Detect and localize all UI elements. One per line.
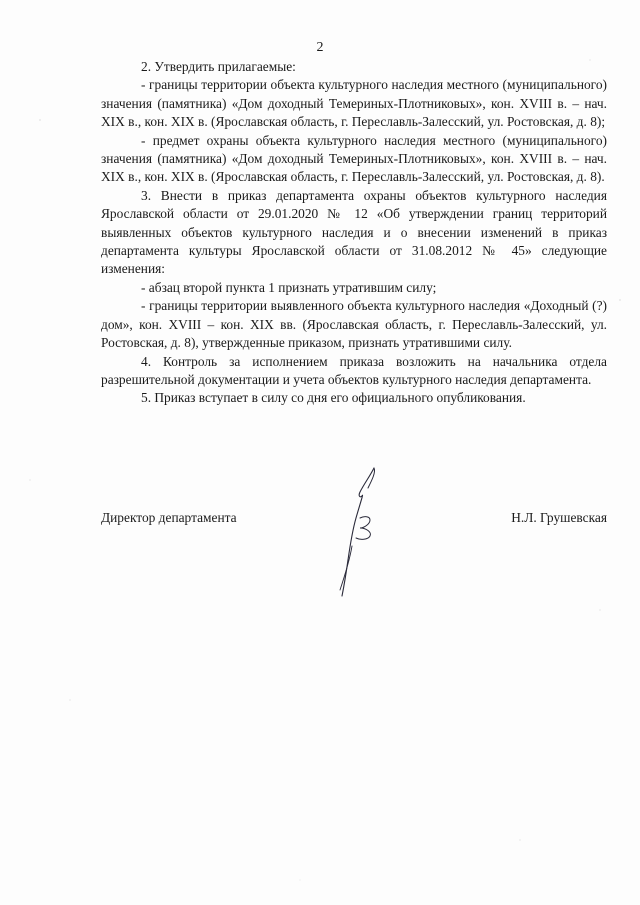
signatory-name: Н.Л. Грушевская xyxy=(511,510,607,525)
document-body xyxy=(101,58,607,408)
paragraph-item-3: 3. Внести в приказ департамента охраны объектов культурного наследия Ярославской области от 29.01.2020 № 12 «Об утверждении границ территорий выявленных объектов культурного наследия и о внесении изменений в приказ департамента культуры Ярославской области от 31.08.2012 № 45» следующие изменения: xyxy=(101,187,607,277)
paragraph-item-4: 4. Контроль за исполнением приказа возложить на начальника отдела разрешительной документации и учета объектов культурного наследия департамента. xyxy=(101,353,607,387)
page-number: 2 xyxy=(316,40,324,55)
paragraph-item-2: 2. Утвердить прилагаемые: xyxy=(141,59,296,74)
handwritten-signature xyxy=(330,462,390,602)
paragraph-territory-boundaries: - границы территории объекта культурного наследия местного (муниципального) значения (памятника) «Дом доходный Темериных-Плотниковых», кон. XVIII в. – нач. XIX в., кон. XIX в. (Ярославская область, г. Переславль-Залесский, ул. Ростовская, д. 8); xyxy=(101,77,607,130)
paragraph-item-5: 5. Приказ вступает в силу со дня его официального опубликования. xyxy=(141,390,526,406)
paragraph-protection-subject: - предмет охраны объекта культурного наследия местного (муниципального) значения (памятника) «Дом доходный Темериных-Плотниковых», кон. XVIII в. – нач. XIX в., кон. XIX в. (Ярославская область, г. Переславль-Залесский, ул. Ростовская, д. 8). xyxy=(101,132,607,185)
paragraph-boundaries-invalidate: - границы территории выявленного объекта культурного наследия «Доходный (?) дом», кон. XVIII – кон. XIX вв. (Ярославская область, г. Переславль-Залесский, ул. Ростовская, д. 8), утвержденные приказом, признать утратившими силу. xyxy=(101,298,607,351)
paragraph-abzac-invalidate: - абзац второй пункта 1 признать утратившим силу; xyxy=(141,279,437,295)
signatory-position: Директор департамента xyxy=(101,510,237,525)
